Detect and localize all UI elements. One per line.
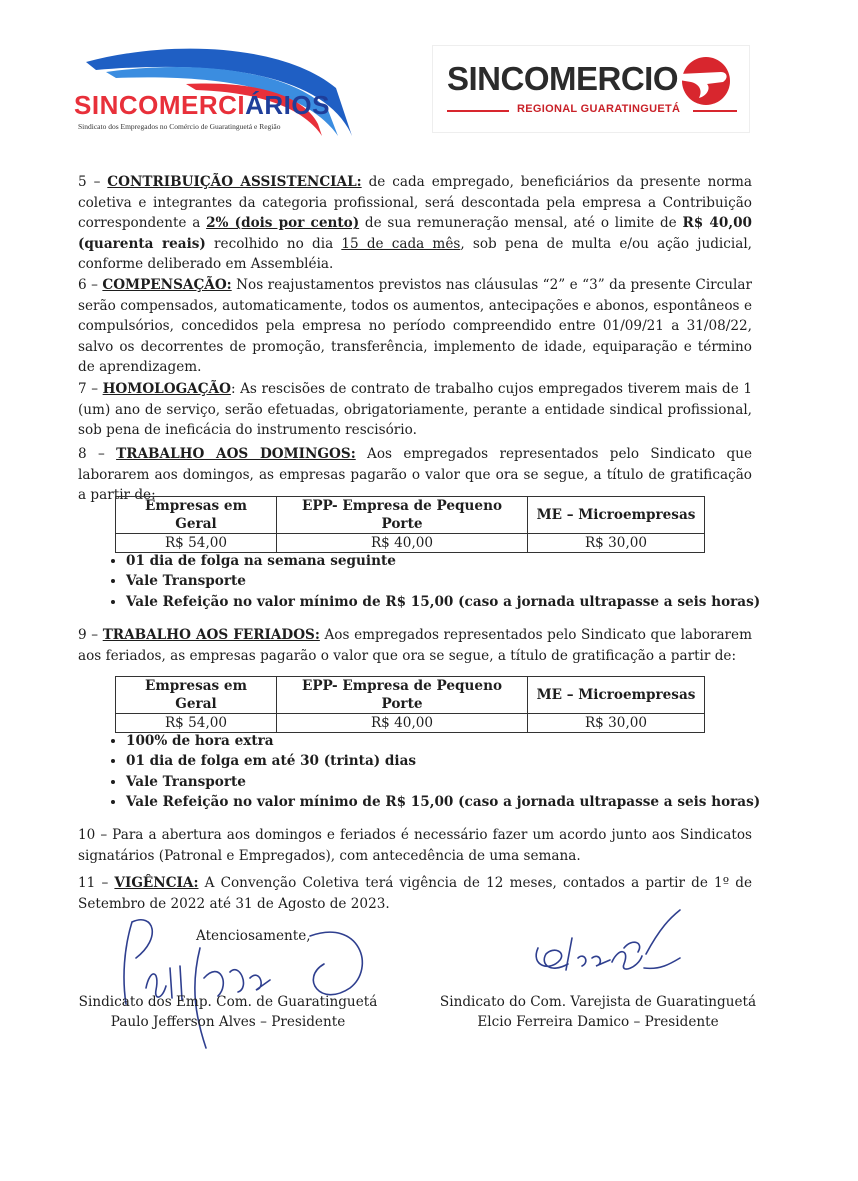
table-header-cell: ME – Microempresas <box>528 677 705 714</box>
list-item: • Vale Transporte <box>126 571 760 591</box>
table-cell: R$ 30,00 <box>528 714 705 733</box>
section-number: 5 – <box>78 174 108 190</box>
list-item: • Vale Refeição no valor mínimo de R$ 15,00 (caso a jornada ultrapasse a seis horas) <box>126 792 760 812</box>
left-signature-icon <box>110 908 380 1058</box>
table-header-row <box>116 497 705 534</box>
section-text: Aos empregados representados pelo Sindicato que laborarem aos domingos, as empresas pagarão o valor que ora se segue, a título de gratificação a partir de: <box>78 446 752 504</box>
sundays-benefits-list <box>104 551 760 612</box>
table-cell: R$ 54,00 <box>116 534 277 553</box>
section-10: 10 – Para a abertura aos domingos e feriados é necessário fazer um acordo junto aos Sindicatos signatários (Patronal e Empregados), com antecedência de uma semana. <box>78 827 752 864</box>
table-cell: R$ 40,00 <box>277 534 528 553</box>
sincomercio-logo <box>432 45 750 133</box>
section-number: 9 – <box>78 627 103 643</box>
section-6 <box>78 275 752 378</box>
right-logo-name: SINCOMERCIO <box>447 60 679 97</box>
right-logo-regional: REGIONAL GUARATINGUETÁ <box>517 103 681 115</box>
section-heading: TRABALHO AOS FERIADOS: <box>102 627 320 643</box>
table-row <box>116 714 705 733</box>
right-signatory-org: Sindicato do Com. Varejista de Guaratinguetá <box>439 994 757 1010</box>
right-signature-block <box>438 992 758 1032</box>
section-text: de sua remuneração mensal, até o limite de <box>359 215 683 232</box>
section-7 <box>78 379 752 441</box>
limit-amount-text: R$ 40,00 (quarenta reais) <box>78 215 752 252</box>
section-heading: HOMOLOGAÇÃO <box>102 381 231 397</box>
section-text: : As rescisões de contrato de trabalho cujos empregados tiverem mais de 1 (um) ano de serviço, serão efetuadas, obrigatoriamente, perante a entidade sindical profissional, sob pena de ineficácia do instrumento rescisório. <box>78 381 752 439</box>
section-text: Aos empregados representados pelo Sindicato que laborarem aos feriados, as empresas pagarão o valor que ora se segue, a título de gratificação a partir de: <box>78 627 752 664</box>
left-logo-name: SINCOMERCIÁRIOS <box>74 90 330 120</box>
left-signatory-person: Paulo Jefferson Alves – Presidente <box>110 1014 346 1030</box>
percentage-text: 2% (dois por cento) <box>206 215 360 232</box>
right-signature-icon <box>520 908 700 988</box>
sundays-pay-table <box>115 496 705 553</box>
table-cell: R$ 40,00 <box>277 714 528 733</box>
section-text: Nos reajustamentos previstos nas cláusulas “2” e “3” da presente Circular serão compensados, automaticamente, todos os aumentos, antecipações e abonos, espontâneos e compulsórios, concedidos pela empresa no período compreendido entre 01/09/21 a 31/08/22, salvo os decorrentes de promoção, transferência, implemento de idade, equiparação e término de aprendizagem. <box>78 277 752 376</box>
section-heading: VIGÊNCIA: <box>114 875 199 891</box>
section-5 <box>78 172 752 275</box>
section-heading: CONTRIBUIÇÃO ASSISTENCIAL: <box>107 174 362 190</box>
section-text: A Convenção Coletiva terá vigência de 12 meses, contados a partir de 1º de Setembro de 2022 até 31 de Agosto de 2023. <box>78 875 752 912</box>
table-header-cell: EPP- Empresa de Pequeno Porte <box>277 497 528 534</box>
circle-wing-emblem-icon <box>677 54 735 108</box>
left-logo-subtitle: Sindicato dos Empregados no Comércio de Guaratinguetá e Região <box>78 122 281 131</box>
section-heading: COMPENSAÇÃO: <box>102 277 232 293</box>
list-item: • Vale Transporte <box>126 772 760 792</box>
table-cell: R$ 30,00 <box>528 534 705 553</box>
closing-salutation: Atenciosamente, <box>196 928 311 944</box>
due-day-text: 15 de cada mês <box>341 235 461 252</box>
list-item: • 100% de hora extra <box>126 731 760 751</box>
section-number: 8 – <box>78 446 117 462</box>
section-text: recolhido no dia <box>205 235 342 252</box>
right-signatory-person: Elcio Ferreira Damico – Presidente <box>477 1014 719 1030</box>
section-number: 11 – <box>78 875 115 891</box>
table-header-cell: EPP- Empresa de Pequeno Porte <box>277 677 528 714</box>
table-header-cell: Empresas em Geral <box>116 497 277 534</box>
list-item: • Vale Refeição no valor mínimo de R$ 15,00 (caso a jornada ultrapasse a seis horas) <box>126 592 760 612</box>
table-header-row <box>116 677 705 714</box>
table-header-cell: ME – Microempresas <box>528 497 705 534</box>
table-header-cell: Empresas em Geral <box>116 677 277 714</box>
section-9 <box>78 625 752 666</box>
table-cell: R$ 54,00 <box>116 714 277 733</box>
left-signature-block <box>78 992 378 1032</box>
section-number: 7 – <box>78 381 103 397</box>
holidays-benefits-list <box>104 731 760 813</box>
holidays-pay-table <box>115 676 705 733</box>
red-line-left <box>447 110 509 112</box>
left-signatory-org: Sindicato dos Emp. Com. de Guaratinguetá <box>78 994 378 1010</box>
list-item: • 01 dia de folga em até 30 (trinta) dias <box>126 751 760 771</box>
section-text: , sob pena de multa e/ou ação judicial, conforme deliberado em Assembléia. <box>78 235 752 273</box>
section-text: de cada empregado, beneficiários da presente norma coletiva e integrantes da categoria profissional, será descontada pela empresa a Contribuição correspondente a <box>78 174 753 232</box>
table-row <box>116 534 705 553</box>
list-item: • 01 dia de folga na semana seguinte <box>126 551 760 571</box>
section-number: 6 – <box>78 277 103 293</box>
section-heading: TRABALHO AOS DOMINGOS: <box>116 446 356 462</box>
red-line-right <box>693 110 737 112</box>
sincomerciarios-logo <box>66 40 366 140</box>
